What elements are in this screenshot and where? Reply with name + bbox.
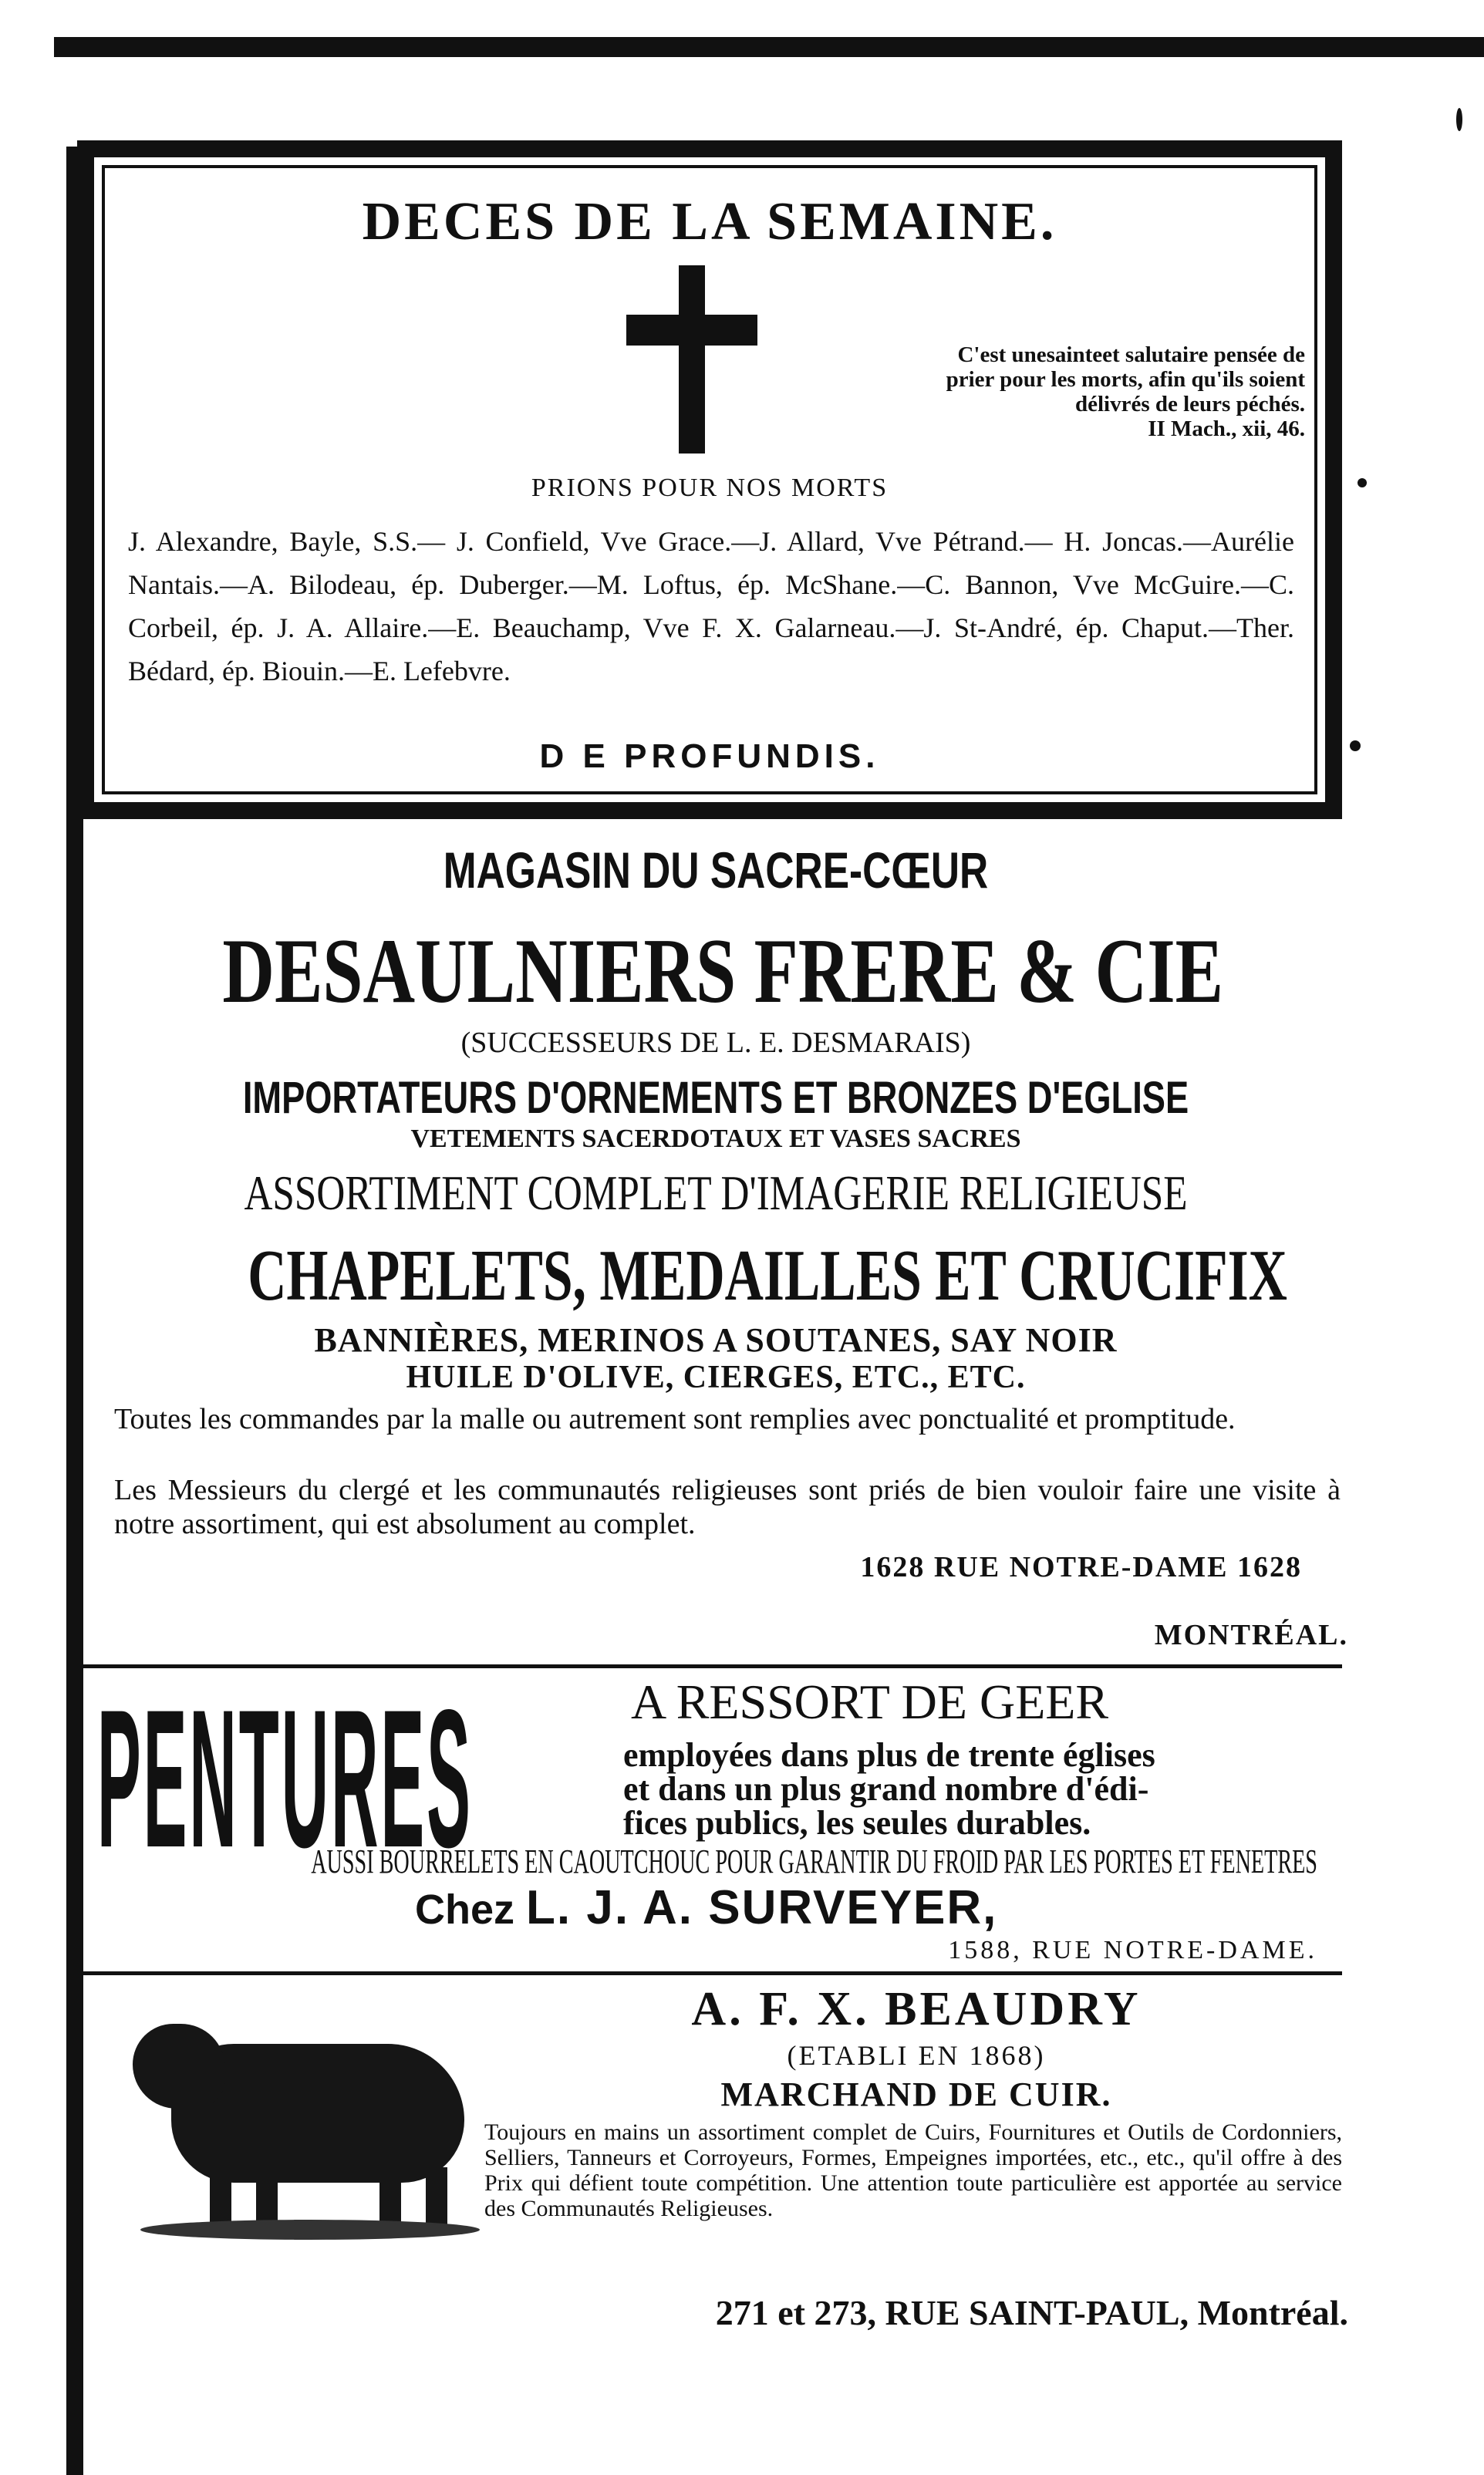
cross-icon bbox=[626, 265, 757, 454]
section-divider bbox=[83, 1971, 1342, 1975]
leather-merchant-line: MARCHAND DE CUIR. bbox=[720, 2075, 1112, 2113]
description-line: employées dans plus de trente églises bbox=[623, 1736, 1155, 1774]
sheep-illustration bbox=[125, 2013, 480, 2260]
quote-line: délivrés de leurs péchés. bbox=[1074, 392, 1305, 416]
prayer-heading: PRIONS POUR NOS MORTS bbox=[531, 474, 889, 502]
pentures-headline: PENTURES bbox=[97, 1669, 473, 1890]
de-profundis: D E PROFUNDIS. bbox=[539, 737, 880, 775]
beaudry-paragraph: Toujours en mains un assortiment complet de Cuirs, Fournitures et Outils de Cordonniers, Selliers, Tanneurs et Corroyeurs, Formes, Empeignes importées, etc., etc., qu'il offre à des Prix qui défient toute compétition. Une attention toute particulière est apportée au service des Communautés Religieuses. bbox=[484, 2119, 1342, 2221]
deceased-names-list: J. Alexandre, Bayle, S.S.— J. Confield, Vve Grace.—J. Allard, Vve Pétrand.— H. Joncas.—Aurélie Nantais.—A. Bilodeau, ép. Duberger.—M. Loftus, ép. McShane.—C. Bannon, Vve McGuire.—C. Corbeil, ép. J. A. Allaire.—E. Beauchamp, Vve F. X. Galarneau.—J. St-André, ép. Chaput.—Ther. Bédard, ép. Biouin.—E. Lefebvre. bbox=[128, 526, 1294, 686]
hinges-description bbox=[623, 1738, 1348, 1840]
margin-speck bbox=[1358, 478, 1367, 487]
chez-label: Chez bbox=[415, 1887, 515, 1933]
merchant-line bbox=[415, 1880, 997, 1935]
beaudry-advertisement bbox=[83, 1982, 1348, 2332]
rosaries-line: CHAPELETS, MEDAILLES ET CRUCIFIX bbox=[248, 1236, 1287, 1316]
vestments-line: VETEMENTS SACERDOTAUX ET VASES SACRES bbox=[410, 1125, 1021, 1153]
description-line: et dans un plus grand nombre d'édi- bbox=[623, 1770, 1149, 1808]
ressort-line: A RESSORT DE GEER bbox=[631, 1674, 1109, 1729]
importers-line: IMPORTATEURS D'ORNEMENTS ET BRONZES D'EGLISE bbox=[242, 1073, 1189, 1123]
quote-citation: II Mach., xii, 46. bbox=[1148, 416, 1305, 441]
margin-speck bbox=[1350, 740, 1361, 751]
pentures-advertisement bbox=[83, 1669, 1348, 1967]
assortment-line: ASSORTIMENT COMPLET D'IMAGERIE RELIGIEUSE bbox=[244, 1165, 1188, 1220]
shop-name: MAGASIN DU SACRE-CŒUR bbox=[443, 841, 989, 899]
merchant-name: L. J. A. SURVEYER, bbox=[526, 1881, 998, 1934]
top-rule bbox=[54, 37, 1484, 57]
orders-paragraph: Toutes les commandes par la malle ou autrement sont remplies avec ponctualité et promptitude. bbox=[114, 1403, 1236, 1435]
shop-address: 1628 RUE NOTRE-DAME 1628 bbox=[860, 1551, 1302, 1583]
banners-line: BANNIÈRES, MERINOS A SOUTANES, SAY NOIR bbox=[314, 1321, 1118, 1359]
deaths-notice-box bbox=[77, 140, 1342, 819]
beaudry-name: A. F. X. BEAUDRY bbox=[691, 1983, 1142, 2035]
firm-name: DESAULNIERS FRERE & CIE bbox=[222, 919, 1224, 1022]
quote-line: prier pour les morts, afin qu'ils soient bbox=[946, 367, 1305, 392]
description-line: fices publics, les seules durables. bbox=[623, 1804, 1091, 1842]
quote-line: C'est unesainteet salutaire pensée de bbox=[957, 342, 1305, 367]
deaths-notice-title: DECES DE LA SEMAINE. bbox=[362, 192, 1057, 251]
shop-city: MONTRÉAL. bbox=[1154, 1619, 1348, 1651]
successors-line: (SUCCESSEURS DE L. E. DESMARAIS) bbox=[460, 1027, 971, 1059]
beaudry-address: 271 et 273, RUE SAINT-PAUL, Montréal. bbox=[715, 2293, 1348, 2332]
scripture-quote bbox=[804, 342, 1305, 441]
established-line: (ETABLI EN 1868) bbox=[787, 2040, 1046, 2071]
merchant-address: 1588, RUE NOTRE-DAME. bbox=[948, 1936, 1317, 1964]
margin-speck bbox=[1456, 108, 1462, 131]
oil-candles-line: HUILE D'OLIVE, CIERGES, ETC., ETC. bbox=[406, 1360, 1026, 1395]
weatherstrip-line: AUSSI BOURRELETS EN CAOUTCHOUC POUR GARANTIR DU FROID PAR LES PORTES ET FENETRES bbox=[311, 1843, 1317, 1880]
clergy-paragraph: Les Messieurs du clergé et les communautés religieuses sont priés de bien vouloir faire une visite à notre assortiment, qui est absolument au complet. bbox=[114, 1474, 1341, 1540]
